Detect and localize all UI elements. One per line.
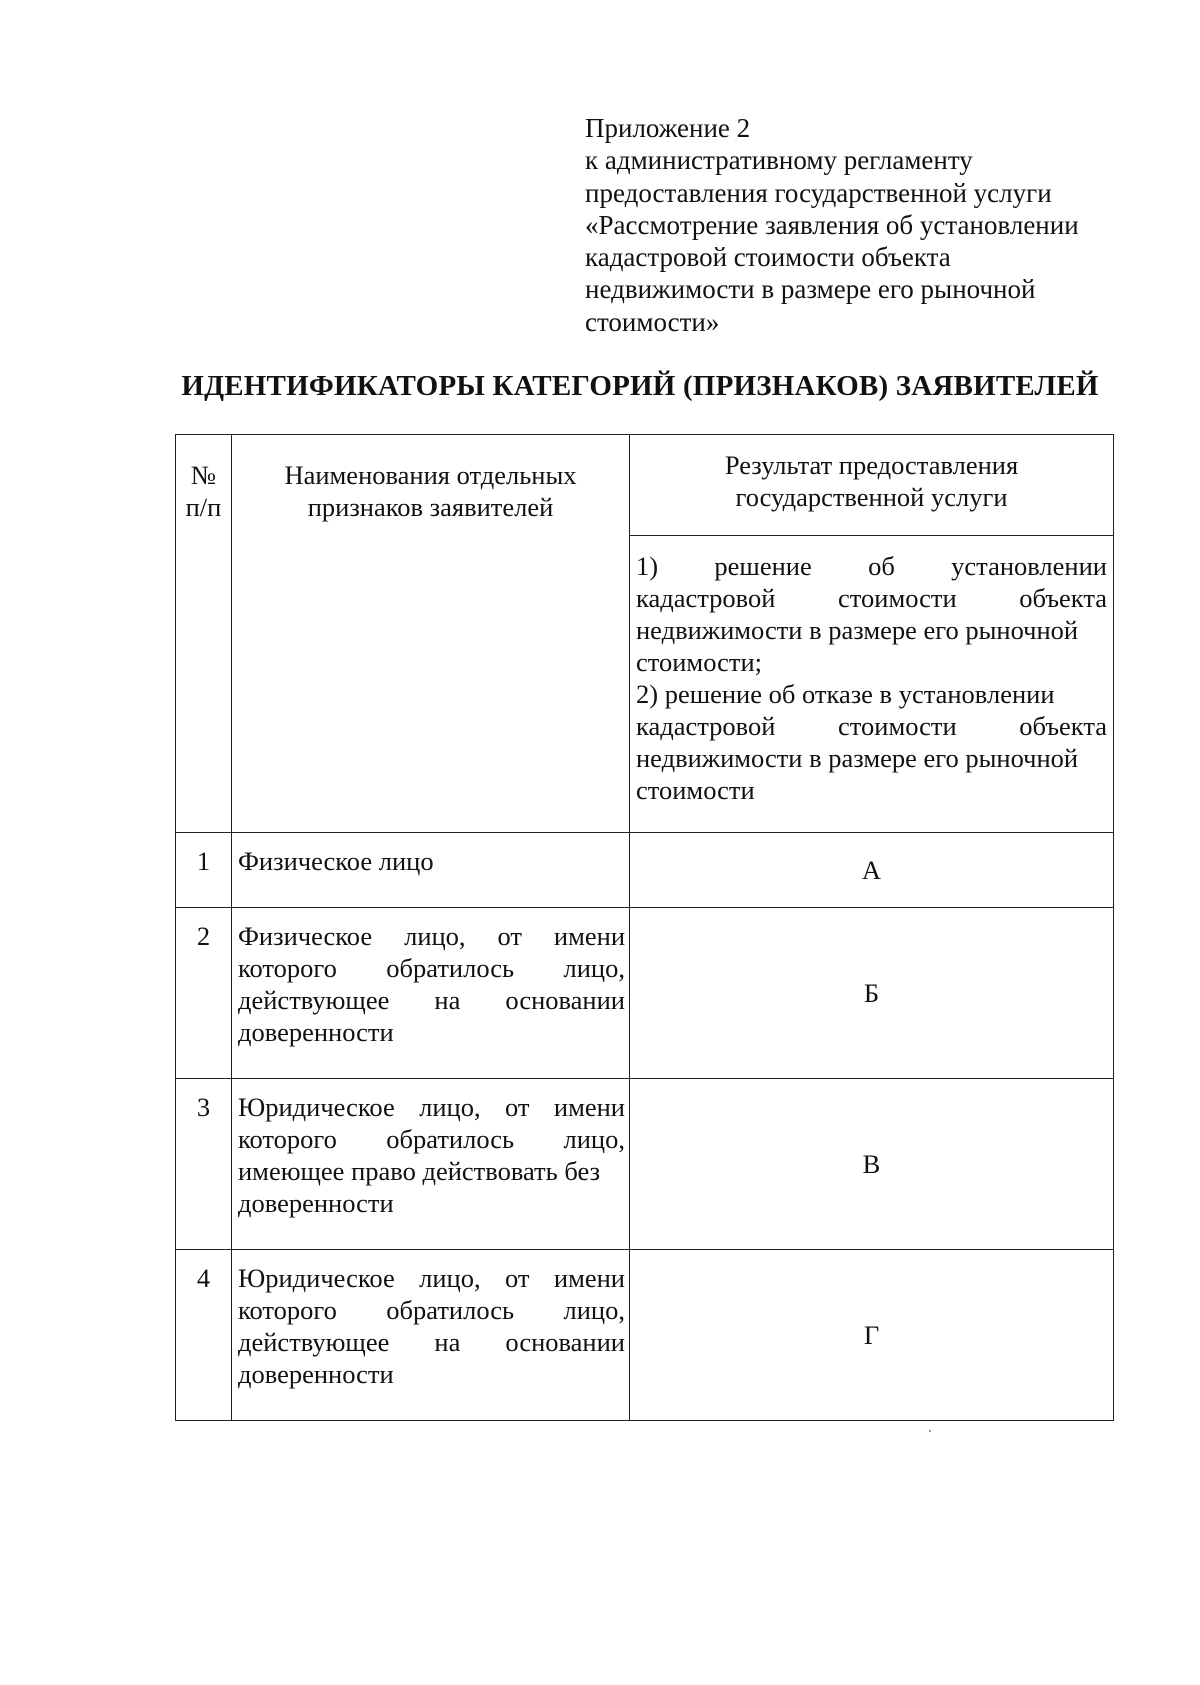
row-name-line [238,952,625,984]
word: кадастровой [636,711,776,741]
word: стоимости [838,711,957,741]
identifiers-table [175,434,1114,1421]
header-number-symbol: № [190,460,217,490]
word: которого [238,1295,337,1325]
header-number-abbr: п/п [185,492,222,522]
word: об [868,551,895,581]
word: лицо, [419,1092,481,1122]
row-code: В [630,1079,1114,1250]
word: обратилось [386,1295,515,1325]
appendix-line: к административному регламенту [585,145,973,176]
row-number: 2 [176,908,232,1079]
result-description-cell [630,536,1114,833]
word: от [497,921,522,951]
word: Физическое [238,921,373,951]
row-name-line: доверенности [238,1017,394,1047]
word: лицо, [563,1124,625,1154]
row-name-line [238,984,625,1016]
word: которого [238,953,337,983]
header-result-cell [630,435,1114,536]
row-code: Б [630,908,1114,1079]
table-row [176,833,1114,908]
table-row [176,908,1114,1079]
row-number: 3 [176,1079,232,1250]
result-line: 2) решение об отказе в установлении [636,679,1055,709]
appendix-block [585,112,1145,338]
word: решение [714,551,812,581]
result-line: недвижимости в размере его рыночной [636,743,1079,773]
row-name-line [238,1091,625,1123]
word: лицо, [563,953,625,983]
appendix-line: предоставления государственной услуги [585,177,1052,208]
word: 1) [636,551,659,581]
row-number: 1 [176,833,232,908]
header-number-cell [176,435,232,833]
table-row [176,1250,1114,1421]
header-name-cell [232,435,630,833]
document-title: ИДЕНТИФИКАТОРЫ КАТЕГОРИЙ (ПРИЗНАКОВ) ЗАЯВИТЕЛЕЙ [181,370,1099,402]
word: основании [505,985,625,1015]
row-name-line [238,1262,625,1294]
row-name [232,1250,630,1421]
word: на [434,985,461,1015]
word: лицо, [563,1295,625,1325]
row-name-line: доверенности [238,1359,394,1389]
word: на [434,1327,461,1357]
header-name-line: Наименования отдельных [284,460,577,490]
row-name-line: имеющее право действовать без [238,1156,601,1186]
word: от [505,1263,530,1293]
row-code: А [630,833,1114,908]
result-line: стоимости; [636,647,762,677]
row-name-line: доверенности [238,1188,394,1218]
word: действующее [238,985,390,1015]
row-name-line [238,1123,625,1155]
row-code: Г [630,1250,1114,1421]
header-name-line: признаков заявителей [307,492,554,522]
word: Юридическое [238,1092,395,1122]
result-line [636,582,1107,614]
word: объекта [1019,711,1107,741]
word: имени [553,921,625,951]
word: лицо, [419,1263,481,1293]
row-name-line [238,920,625,952]
result-line [636,710,1107,742]
header-result-line: Результат предоставления [724,450,1019,480]
result-line [636,550,1107,582]
word: имени [553,1263,625,1293]
result-line: стоимости [636,775,755,805]
word: от [505,1092,530,1122]
header-result-line: государственной услуги [735,482,1008,512]
word: Юридическое [238,1263,395,1293]
word: объекта [1019,583,1107,613]
row-name [232,908,630,1079]
word: имени [553,1092,625,1122]
row-name: Физическое лицо [232,833,630,908]
appendix-line: стоимости» [585,306,720,337]
word: обратилось [386,1124,515,1154]
appendix-line: кадастровой стоимости объекта [585,242,951,273]
row-name-line [238,1294,625,1326]
word: которого [238,1124,337,1154]
word: лицо, [404,921,466,951]
word: действующее [238,1327,390,1357]
word: стоимости [838,583,957,613]
row-number: 4 [176,1250,232,1421]
word: кадастровой [636,583,776,613]
table-row [176,1079,1114,1250]
scan-speck [929,1430,931,1432]
word: установлении [951,551,1107,581]
appendix-line: недвижимости в размере его рыночной [585,274,1036,305]
result-line: недвижимости в размере его рыночной [636,615,1079,645]
row-name-line [238,1326,625,1358]
word: обратилось [386,953,515,983]
word: основании [505,1327,625,1357]
appendix-line: Приложение 2 [585,113,751,143]
table-header-row [176,435,1114,536]
row-name [232,1079,630,1250]
appendix-line: «Рассмотрение заявления об установлении [585,209,1079,240]
